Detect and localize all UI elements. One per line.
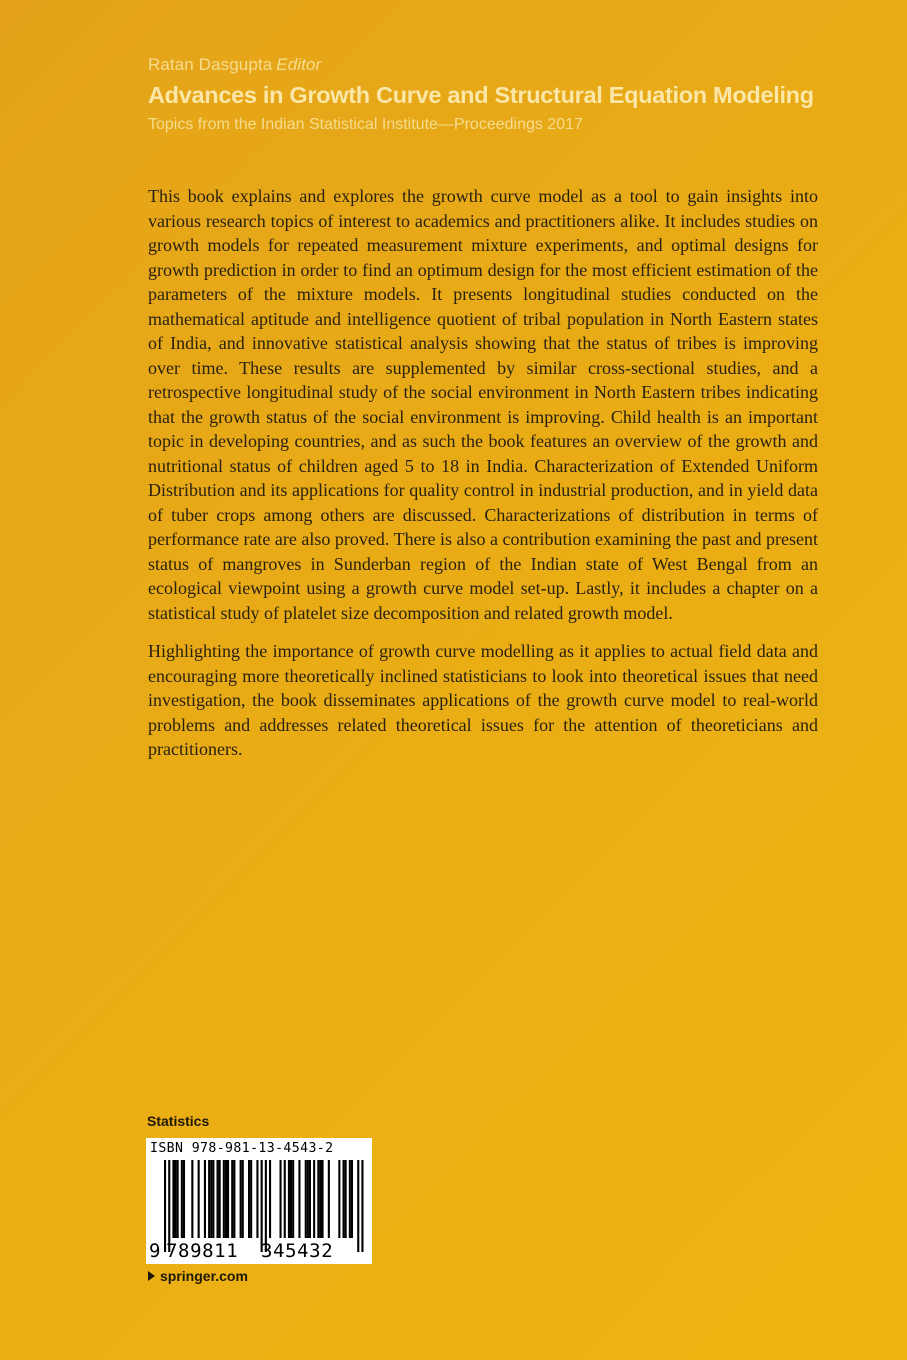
barcode-bar [351, 1160, 353, 1238]
barcode-bar [198, 1160, 200, 1238]
barcode-bar [208, 1160, 210, 1238]
barcode-bar [225, 1160, 227, 1238]
barcode-bar [219, 1160, 221, 1238]
barcode-bar [349, 1160, 351, 1238]
barcode-bar [280, 1160, 282, 1238]
barcode-bar [168, 1160, 170, 1252]
barcode-bar [305, 1160, 307, 1238]
editor-line [148, 55, 321, 75]
barcode-bar [217, 1160, 219, 1238]
barcode-bar [261, 1160, 263, 1252]
barcode-bar [290, 1160, 292, 1238]
barcode-bar [345, 1160, 347, 1238]
barcode-bar [265, 1160, 267, 1252]
barcode-bar [361, 1160, 363, 1252]
barcode-bar [307, 1160, 309, 1238]
barcode-bar [284, 1160, 286, 1238]
barcode-bar [292, 1160, 294, 1238]
category-label: Statistics [147, 1113, 210, 1129]
barcode-bar [322, 1160, 324, 1238]
barcode-bar [269, 1160, 271, 1238]
barcode-bar [242, 1160, 244, 1238]
blurb-paragraph-1: This book explains and explores the growth curve model as a tool to gain insights into various research topics of interest to academics and practitioners alike. It includes studies on growth models for repeated measurement mixture experiments, and optimal designs for growth prediction in order to find an optimum design for the most efficient estimation of the parameters of the mixture models. It presents longitudinal studies conducted on the mathematical aptitude and intelligence quotient of tribal population in North Eastern states of India, and innovative statistical analysis showing that the status of tribes is improving over time. These results are supplemented by similar cross-sectional studies, and a retrospective longitudinal study of the social environment in North Eastern tribes indicating that the growth status of the social environment is improving. Child health is an important topic in developing countries, and as such the book features an overview of the growth and nutritional status of children aged 5 to 18 in India. Characterization of Extended Uniform Distribution and its applications for quality control in industrial production, and in yield data of tuber crops among others are discussed. Characterizations of distribution in terms of performance rate are also proved. There is also a contribution examining the past and present status of mangroves in Sunderban region of the Indian state of West Bengal from an ecological viewpoint using a growth curve model set-up. Lastly, it includes a chapter on a statistical study of platelet size decomposition and related growth model. [148, 186, 818, 623]
barcode-bar [227, 1160, 229, 1238]
barcode-bar [338, 1160, 340, 1238]
barcode-bar [248, 1160, 250, 1238]
barcode-bar [177, 1160, 179, 1238]
barcode-bar [313, 1160, 315, 1238]
barcode-bar [164, 1160, 166, 1252]
barcode-bar [250, 1160, 252, 1238]
blurb [148, 184, 818, 776]
isbn-label: ISBN 978-981-13-4543-2 [150, 1141, 334, 1156]
barcode-right-digits: 345432 [261, 1240, 334, 1262]
barcode-bar [298, 1160, 300, 1238]
arrow-right-icon [148, 1271, 155, 1281]
barcode-bar [204, 1160, 206, 1238]
book-title: Advances in Growth Curve and Structural Equation Modeling [148, 82, 814, 108]
barcode-bar [183, 1160, 185, 1238]
barcode-bar [172, 1160, 174, 1238]
barcode-bar [309, 1160, 311, 1238]
barcode-bar [319, 1160, 321, 1238]
barcode-bar [343, 1160, 345, 1238]
website-label: springer.com [160, 1268, 248, 1284]
book-subtitle: Topics from the Indian Statistical Institute—Proceedings 2017 [148, 116, 583, 133]
editor-role: Editor [276, 55, 322, 74]
barcode-bar [256, 1160, 258, 1238]
publisher-website[interactable] [148, 1268, 248, 1284]
barcode-bar [210, 1160, 212, 1238]
barcode-left-digits: 789811 [166, 1240, 239, 1262]
barcode-first-digit: 9 [149, 1240, 161, 1262]
barcode-bar [317, 1160, 319, 1238]
barcode-bar [223, 1160, 225, 1238]
barcode-bar [231, 1160, 233, 1238]
barcode-bar [240, 1160, 242, 1238]
barcode-bar [233, 1160, 235, 1238]
barcode-bar [181, 1160, 183, 1238]
editor-name: Ratan Dasgupta [148, 55, 273, 74]
barcode-bar [212, 1160, 214, 1238]
barcode-bar [191, 1160, 193, 1238]
blurb-paragraph-2: Highlighting the importance of growth curve modelling as it applies to actual field data and encouraging more theoretically inclined statisticians to look into theoretical issues that need investigation, the book disseminates applications of the growth curve model to real-world problems and addresses related theoretical issues for the attention of theoreticians and practitioners. [148, 641, 818, 759]
barcode-bar [175, 1160, 177, 1238]
barcode-bar [288, 1160, 290, 1238]
barcode-bar [357, 1160, 359, 1252]
isbn-barcode [146, 1138, 372, 1264]
barcode-bar [328, 1160, 330, 1238]
